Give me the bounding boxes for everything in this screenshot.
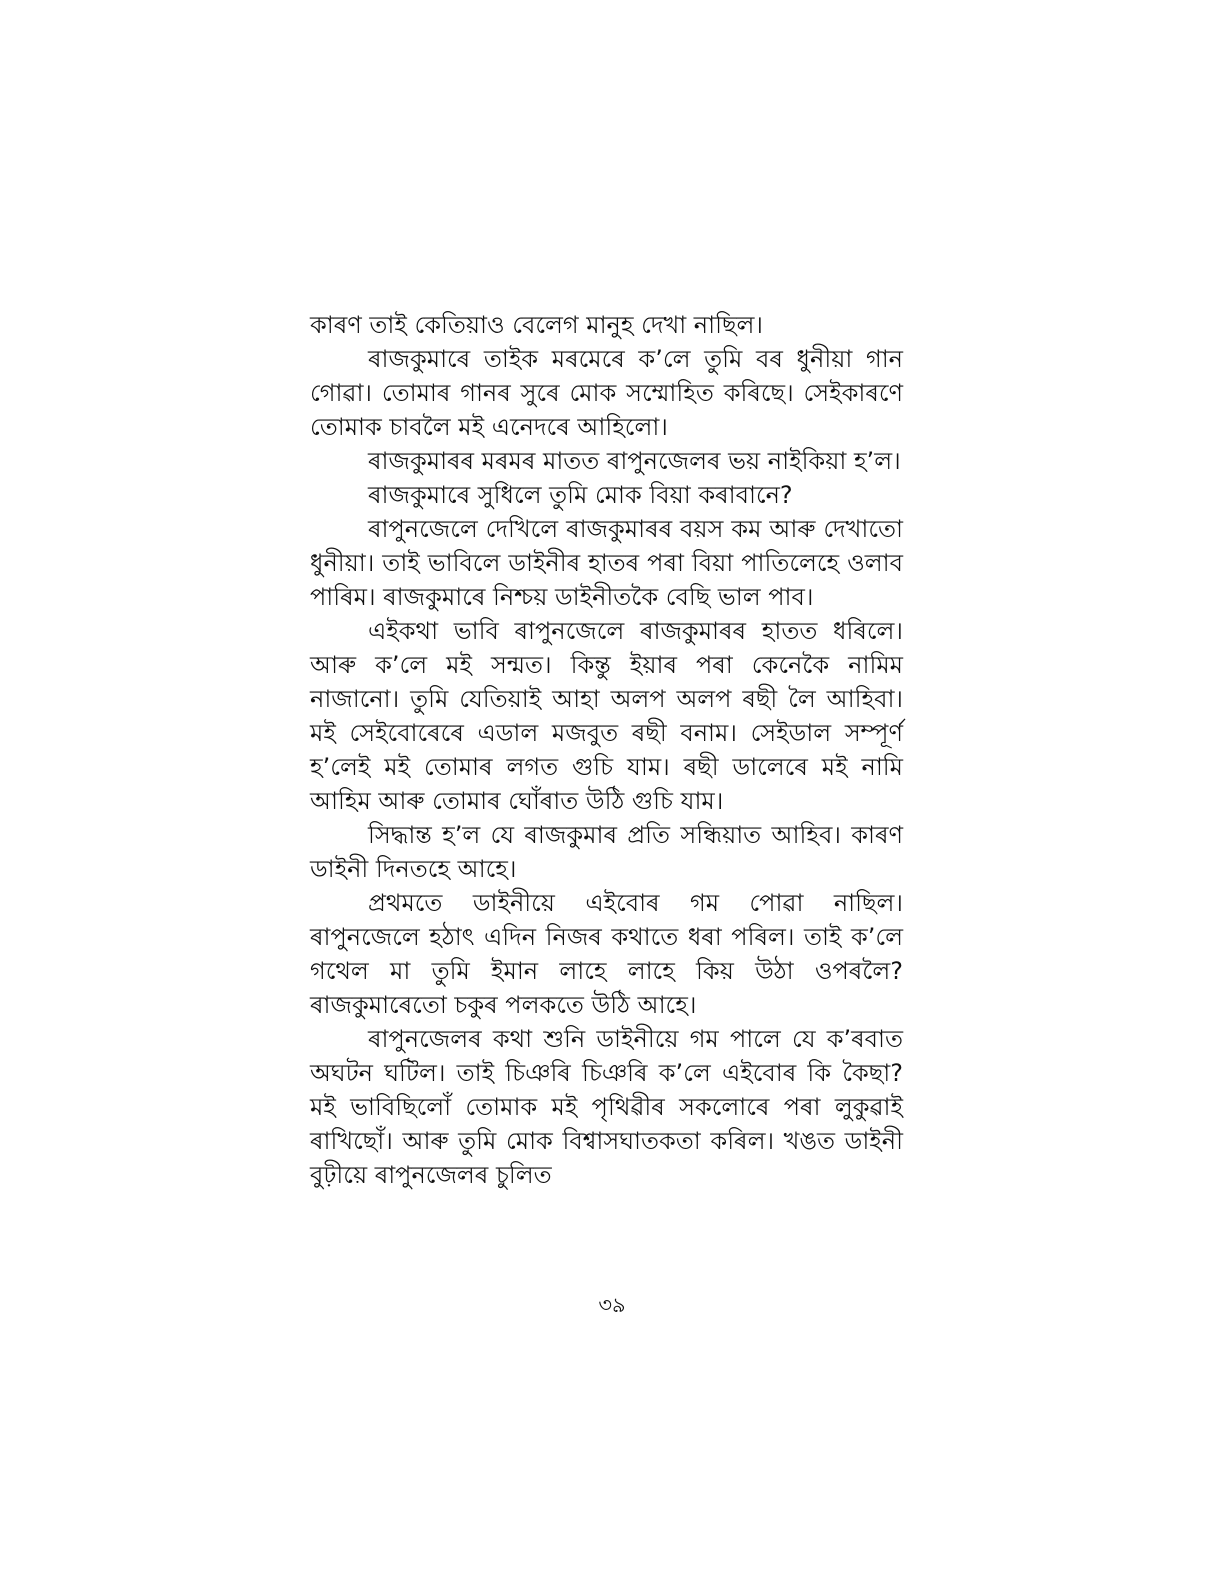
paragraph: ৰাজকুমাৰে সুধিলে তুমি মোক বিয়া কৰাবানে? (368, 481, 793, 509)
paragraph: এইকথা ভাবি ৰাপুনজেলে ৰাজকুমাৰৰ হাতত ধৰিলে। আৰু ক’লে মই সন্মত। কিন্তু ইয়াৰ পৰা কেনেকৈ নামিম নাজানো। তুমি যেতিয়াই আহা অলপ অলপ ৰছী লৈ আহিবা। মই সেইবোৰেৰে এডাল মজবুত ৰছী বনাম। সেইডাল সম্পূৰ্ণ হ’লেই মই তোমাৰ লগত গুচি যাম। ৰছী ডালেৰে মই নামি আহিম আৰু তোমাৰ ঘোঁৰাত উঠি গুচি যাম। (310, 617, 903, 815)
body-text (310, 308, 903, 1192)
paragraph: ৰাজকুমাৰে তাইক মৰমেৰে ক’লে তুমি বৰ ধুনীয়া গান গোৱা। তোমাৰ গানৰ সুৰে মোক সম্মোহিত কৰিছে। সেইকাৰণে তোমাক চাবলৈ মই এনেদৰে আহিলো। (310, 345, 903, 441)
paragraph: কাৰণ তাই কেতিয়াও বেলেগ মানুহ দেখা নাছিল। (310, 311, 763, 339)
page-number: ৩৯ (598, 1293, 626, 1317)
paragraph: ৰাজকুমাৰৰ মৰমৰ মাতত ৰাপুনজেলৰ ভয় নাইকিয়া হ’ল। (368, 447, 901, 475)
paragraph: প্ৰথমতে ডাইনীয়ে এইবোৰ গম পোৱা নাছিল। ৰাপুনজেলে হঠাৎ এদিন নিজৰ কথাতে ধৰা পৰিল। তাই ক’লে গথেল মা তুমি ইমান লাহে লাহে কিয় উঠা ওপৰলৈ? ৰাজকুমাৰেতো চকুৰ পলকতে উঠি আহে। (310, 889, 903, 1019)
paragraph: সিদ্ধান্ত হ’ল যে ৰাজকুমাৰ প্ৰতি সন্ধিয়াত আহিব। কাৰণ ডাইনী দিনতহে আহে। (310, 821, 903, 883)
paragraph: ৰাপুনজেলৰ কথা শুনি ডাইনীয়ে গম পালে যে ক’ৰবাত অঘটন ঘটিল। তাই চিঞৰি চিঞৰি ক’লে এইবোৰ কি কৈছা? মই ভাবিছিলোঁ তোমাক মই পৃথিৱীৰ সকলোৰে পৰা লুকুৱাই ৰাখিছোঁ। আৰু তুমি মোক বিশ্বাসঘাতকতা কৰিল। খঙত ডাইনী বুঢ়ীয়ে ৰাপুনজেলৰ চুলিত (310, 1025, 903, 1189)
paragraph: ৰাপুনজেলে দেখিলে ৰাজকুমাৰৰ বয়স কম আৰু দেখাতো ধুনীয়া। তাই ভাবিলে ডাইনীৰ হাতৰ পৰা বিয়া পাতিলেহে ওলাব পাৰিম। ৰাজকুমাৰে নিশ্চয় ডাইনীতকৈ বেছি ভাল পাব। (310, 515, 903, 611)
